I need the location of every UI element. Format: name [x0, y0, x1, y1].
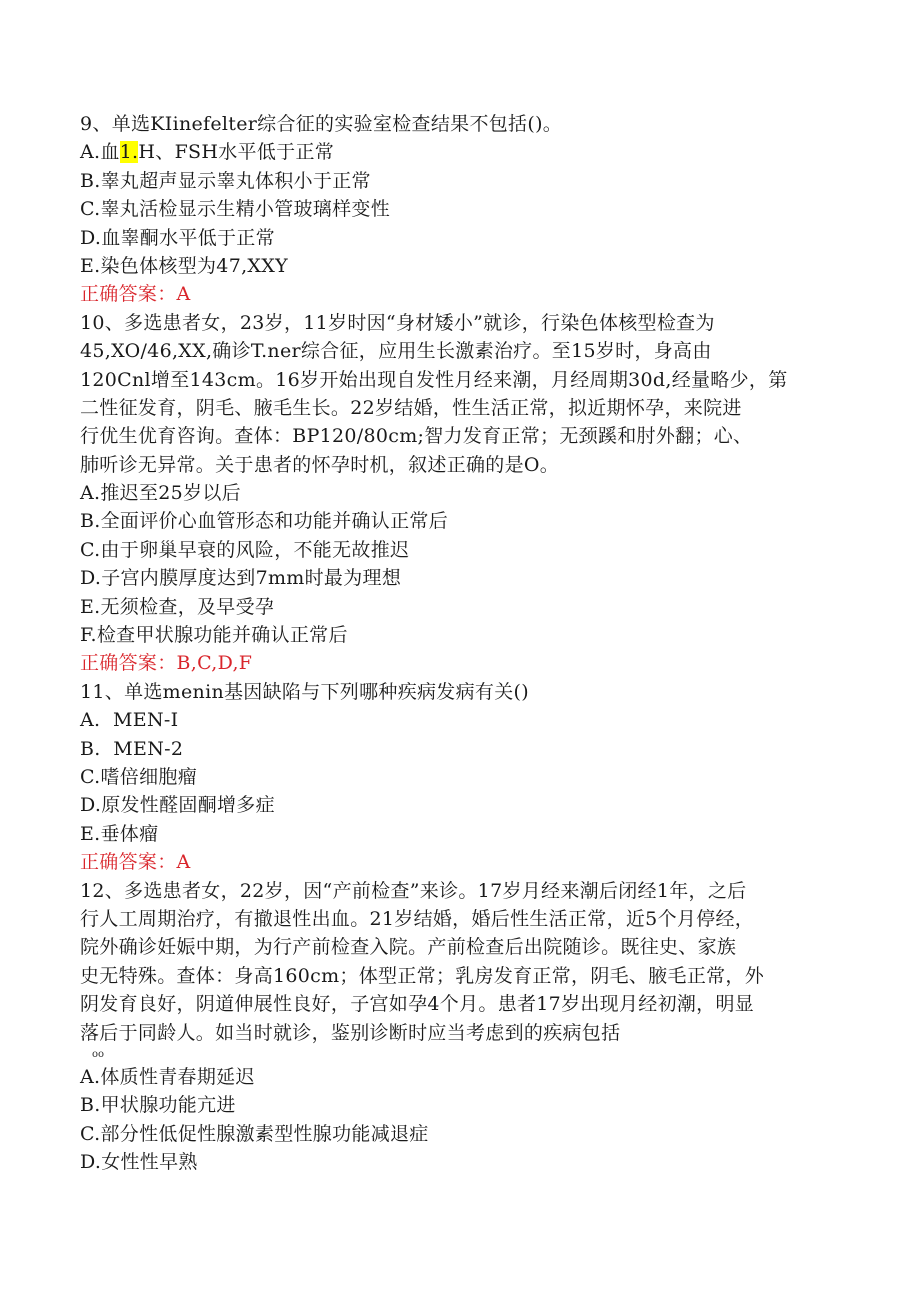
option-a: A. MEN-I: [80, 709, 179, 732]
question-stem-line: 阴发育良好，阴道伸展性良好，子宫如孕4个月。患者17岁出现月经初潮，明显: [80, 993, 755, 1016]
question-stem-line: 12、多选患者女，22岁，因“产前检查”来诊。17岁月经来潮后闭经1年，之后: [80, 879, 747, 902]
question-11: [80, 678, 840, 877]
option-c: C.由于卵巢早衰的风险，不能无故推迟: [80, 538, 410, 561]
question-stem-line: 院外确诊妊娠中期，为行产前检查入院。产前检查后出院随诊。既往史、家族: [80, 936, 737, 959]
option-d: D.血睾酮水平低于正常: [80, 226, 275, 249]
document-page: [80, 110, 840, 1176]
option-d: D.子宫内膜厚度达到7mm时最为理想: [80, 567, 402, 590]
question-9: [80, 110, 840, 309]
option-c: C.睾丸活检显示生精小管玻璃样变性: [80, 198, 391, 221]
option-a: A.体质性青春期延迟: [80, 1065, 255, 1088]
question-stem: 11、单选menin基因缺陷与下列哪种疾病发病有关(): [80, 680, 529, 703]
correct-answer: 正确答案：A: [80, 851, 191, 874]
option-e: E.染色体核型为47,XXY: [80, 254, 288, 277]
option-c: C.部分性低促性腺激素型性腺功能减退症: [80, 1122, 429, 1145]
question-10: [80, 309, 840, 678]
question-stem-line: 行优生优育咨询。查体：BP120/80cm;智力发育正常；无颈蹊和肘外翻；心、: [80, 425, 753, 448]
question-stem-line: 史无特殊。查体：身高160cm；体型正常；乳房发育正常，阴毛、腋毛正常，外: [80, 964, 765, 987]
option-b: B. MEN-2: [80, 737, 184, 760]
question-stem-line: 120Cnl增至143cm。16岁开始出现自发性月经来潮，月经周期30d,经量略少，第: [80, 368, 788, 391]
option-b: B.全面评价心血管形态和功能并确认正常后: [80, 510, 449, 533]
option-e: E.垂体瘤: [80, 822, 159, 845]
option-f: F.检查甲状腺功能并确认正常后: [80, 624, 348, 647]
question-stem-line: 肺听诊无异常。关于患者的怀孕时机，叙述正确的是O。: [80, 453, 560, 476]
question-stem-line: 10、多选患者女，23岁，11岁时因“身材矮小”就诊，行染色体核型检查为: [80, 311, 715, 334]
option-e: E.无须检查，及早受孕: [80, 595, 275, 618]
question-12: [80, 877, 840, 1177]
question-stem: 9、单选KIinefelter综合征的实验室检查结果不包括()。: [80, 113, 563, 135]
question-stem-line: 行人工周期治疗，有撤退性出血。21岁结婚，婚后性生活正常，近5个月停经，: [80, 907, 755, 930]
question-stem-line: 落后于同龄人。如当时就诊，鉴别诊断时应当考虑到的疾病包括: [80, 1021, 621, 1044]
option-a: A.推迟至25岁以后: [80, 482, 241, 505]
correct-answer: 正确答案：A: [80, 283, 191, 306]
option-text: A.血: [80, 141, 120, 164]
option-d: D.女性性早熟: [80, 1151, 198, 1174]
question-stem-line: 二性征发育，阴毛、腋毛生长。22岁结婚，性生活正常，拟近期怀孕，来院进: [80, 396, 742, 419]
option-d: D.原发性醛固酮增多症: [80, 794, 275, 817]
correct-answer: 正确答案：B,C,D,F: [80, 652, 253, 675]
option-text: H、FSH水平低于正常: [138, 141, 335, 164]
highlighted-text: 1.: [119, 141, 139, 164]
option-b: B.睾丸超声显示睾丸体积小于正常: [80, 169, 371, 192]
option-a: [80, 138, 840, 166]
question-stem-line: 45,XO/46,XX,确诊T.ner综合征，应用生长激素治疗。至15岁时，身高由: [80, 340, 712, 363]
option-b: B.甲状腺功能亢进: [80, 1094, 236, 1117]
stem-tail: oo: [92, 1048, 105, 1060]
option-c: C.嗜倍细胞瘤: [80, 765, 198, 788]
